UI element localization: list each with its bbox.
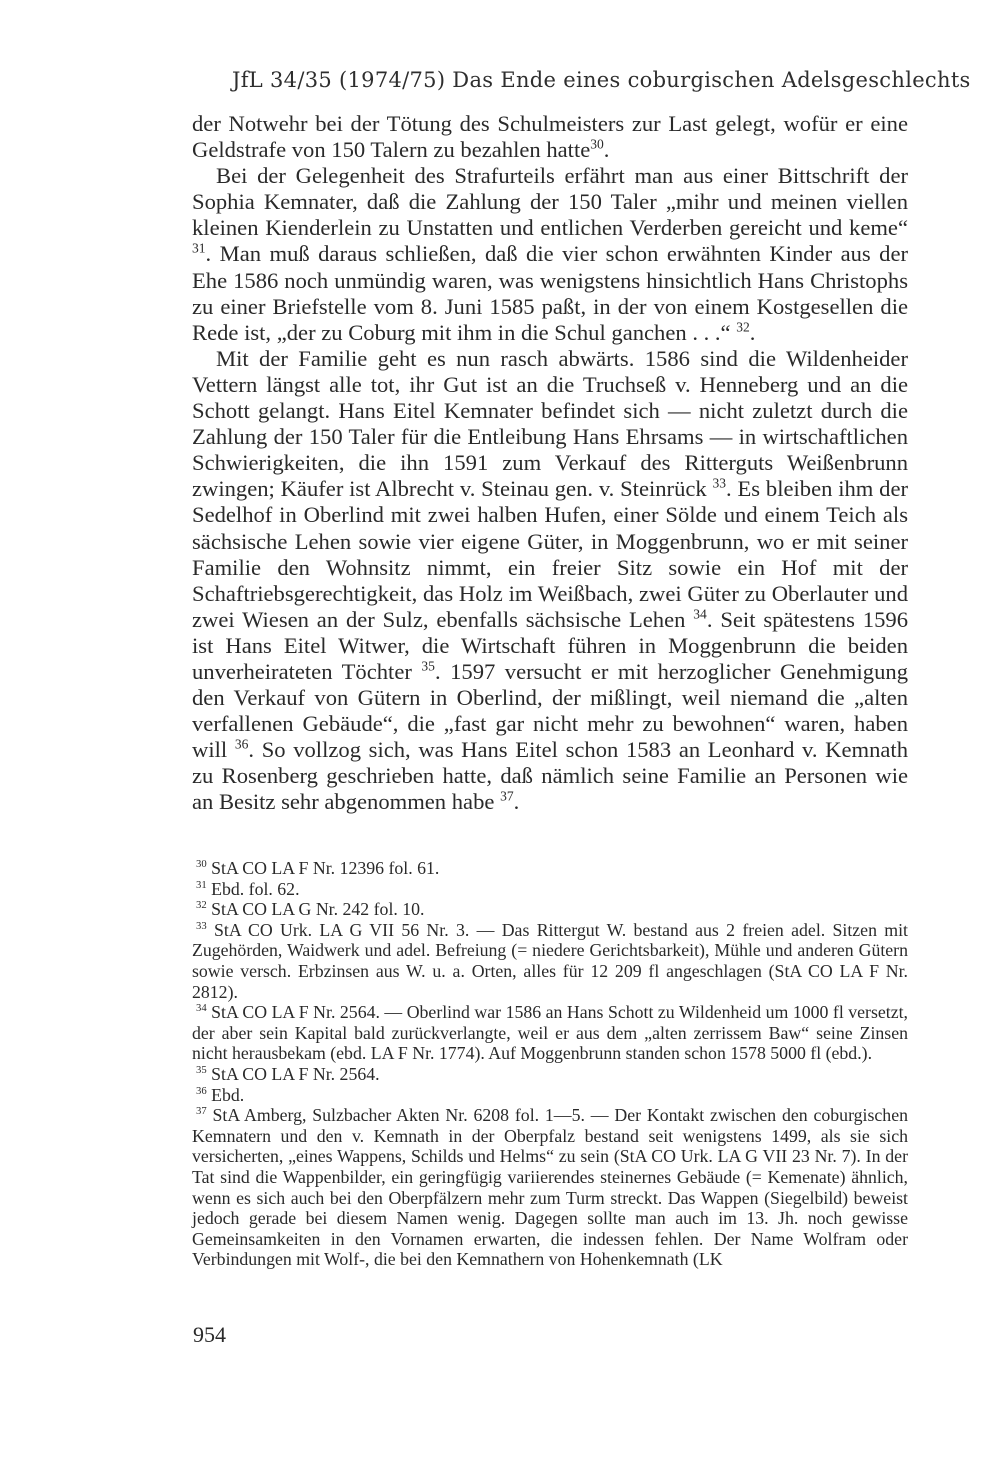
- paragraph-3: [192, 346, 908, 816]
- text-run: Bei der Gelegenheit des Strafurteils erfährt man aus einer Bittschrift der Sophia Kemnater, daß die Zahlung der 150 Taler „mihr und meinen viellen kleinen Kienderlein zu Unstatten und entlichen Verderben gereicht und keme“: [192, 163, 908, 241]
- footnote-32: [192, 899, 908, 920]
- footnote-number: 31: [196, 878, 207, 891]
- footnote-number: 34: [196, 1002, 207, 1015]
- paragraph-1: [192, 111, 908, 163]
- footnote-reference: 35: [421, 658, 435, 674]
- footnote-33: [192, 920, 908, 1002]
- footnote-number: 30: [196, 858, 207, 871]
- running-head: JfL 34/35 (1974/75) Das Ende eines coburgischen Adelsgeschlechts: [232, 68, 971, 92]
- paragraph-2: [192, 163, 908, 346]
- footnote-text: StA CO Urk. LA G VII 56 Nr. 3. — Das Rittergut W. bestand aus 2 freien adel. Sitzen mit Zugehörden, Waidwerk und adel. Befreiung (= niedere Gerichtsbarkeit), Mühle und anderen Gütern sowie versch. Erbzinsen aus W. u. a. Orten, alles für 12 209 fl angeschlagen (StA CO LA F Nr. 2812).: [192, 919, 908, 1002]
- text-run: Mit der Familie geht es nun rasch abwärts. 1586 sind die Wildenheider Vettern längst alle tot, ihr Gut ist an die Truchseß v. Henneberg und an die Schott gelangt. Hans Eitel Kemnater befindet sich — nicht zuletzt durch die Zahlung der 150 Taler für die Entleibung Hans Ehrsams — in wirtschaftlichen Schwierigkeiten, die ihn 1591 zum Verkauf des Ritterguts Weißenbrunn zwingen; Käufer ist Albrecht v. Steinau gen. v. Steinrück: [192, 345, 908, 502]
- footnote-reference: 36: [234, 736, 249, 752]
- footnote-text: StA CO LA F Nr. 2564.: [211, 1063, 380, 1084]
- footnotes: [192, 858, 908, 1270]
- footnote-36: [192, 1085, 908, 1106]
- text-run: .: [513, 789, 520, 815]
- text-run: . 1597 versucht er mit herzoglicher Genehmigung den Verkauf von Gütern in Oberlind, der mißlingt, weil niemand die „alten verfallenen Gebäude“, die „fast gar nicht mehr zu bewohnen“ waren, haben will: [192, 658, 908, 763]
- text-run: . Es bleiben ihm der Sedelhof in Oberlind mit zwei halben Hufen, einer Sölde und einem Teich als sächsische Lehen sowie vier eigene Güter, in Moggenbrunn, wo er mit seiner Familie den Wohnsitz nimmt, ein freier Sitz sowie ein Hof mit der Schaftriebsgerechtigkeit, das Holz im Weißbach, zwei Güter zu Oberlauter und zwei Wiesen an der Sulz, ebenfalls sächsische Lehen: [192, 476, 908, 632]
- footnote-number: 32: [196, 899, 207, 912]
- footnote-37: [192, 1105, 908, 1270]
- footnote-text: StA CO LA F Nr. 12396 fol. 61.: [211, 858, 440, 878]
- text-run: . So vollzog sich, was Hans Eitel schon 1583 an Leonhard v. Kemnath zu Rosenberg geschrieben hatte, daß nämlich seine Familie an Personen wie an Besitz sehr abgenommen habe: [192, 737, 909, 815]
- text-run: . Man muß daraus schließen, daß die vier schon erwähnten Kinder aus der Ehe 1586 noch unmündig waren, was wenigstens hinsichtlich Hans Christophs zu einer Briefstelle vom 8. Juni 1585 paßt, in der von einem Kostgesellen die Rede ist, „der zu Coburg mit ihm in die Schul ganchen . . .“: [192, 241, 908, 345]
- footnote-reference: 34: [693, 606, 707, 622]
- footnote-number: 37: [196, 1105, 207, 1118]
- footnote-number: 33: [196, 919, 207, 932]
- footnote-reference: 37: [500, 788, 514, 804]
- footnote-text: Ebd.: [211, 1084, 245, 1105]
- footnote-reference: 32: [736, 319, 750, 335]
- footnote-35: [192, 1064, 908, 1085]
- text-run: der Notwehr bei der Tötung des Schulmeisters zur Last gelegt, wofür er eine Geldstrafe von 150 Talern zu bezahlen hatte: [192, 111, 908, 163]
- footnote-31: [192, 879, 908, 900]
- page-number: 954: [193, 1322, 226, 1347]
- footnote-number: 36: [196, 1084, 207, 1097]
- footnote-text: StA CO LA G Nr. 242 fol. 10.: [211, 899, 425, 920]
- footnote-text: Ebd. fol. 62.: [211, 878, 300, 899]
- main-text: [192, 111, 908, 816]
- footnote-reference: 30: [590, 136, 604, 152]
- footnote-34: [192, 1002, 908, 1064]
- footnote-30: [192, 858, 908, 879]
- footnote-reference: 31: [192, 240, 206, 256]
- text-run: .: [603, 137, 610, 163]
- text-run: . Seit spätestens 1596 ist Hans Eitel Witwer, die Wirtschaft führen in Moggenbrunn die beiden unverheirateten Töchter: [192, 606, 908, 684]
- footnote-number: 35: [196, 1064, 207, 1077]
- footnote-text: StA Amberg, Sulzbacher Akten Nr. 6208 fol. 1—5. — Der Kontakt zwischen den coburgischen Kemnatern und den v. Kemnath in der Oberpfalz bestand seit wenigstens 1499, als sie sich versicherten, „eines Wappens, Schilds und Helms“ zu sein (StA CO Urk. LA G VII 23 Nr. 7). In der Tat sind die Wappenbilder, ein geringfügig variierendes steinernes Gebäude (= Kemenate) ähnlich, wenn es sich auch bei den Oberpfälzern mehr zum Turm streckt. Das Wappen (Siegelbild) beweist jedoch gerade bei diesem Namen wenig. Dagegen sollte man auch im 13. Jh. noch gewisse Gemeinsamkeiten in den Vornamen erwarten, die indessen fehlen. Der Name Wolfram oder Verbindungen mit Wolf-, die bei den Kemnathern von Hohenkemnath (LK: [192, 1105, 908, 1270]
- text-run: .: [749, 319, 756, 345]
- footnote-reference: 33: [712, 475, 727, 491]
- footnote-text: StA CO LA F Nr. 2564. — Oberlind war 1586 an Hans Schott zu Wildenheid um 1000 fl versetzt, der aber sein Kapital bald zurückverlangte, weil er aus dem „alten zerrissem Baw“ seine Zinsen nicht herausbekam (ebd. LA F Nr. 1774). Auf Moggenbrunn standen schon 1578 5000 fl (ebd.).: [192, 1002, 908, 1064]
